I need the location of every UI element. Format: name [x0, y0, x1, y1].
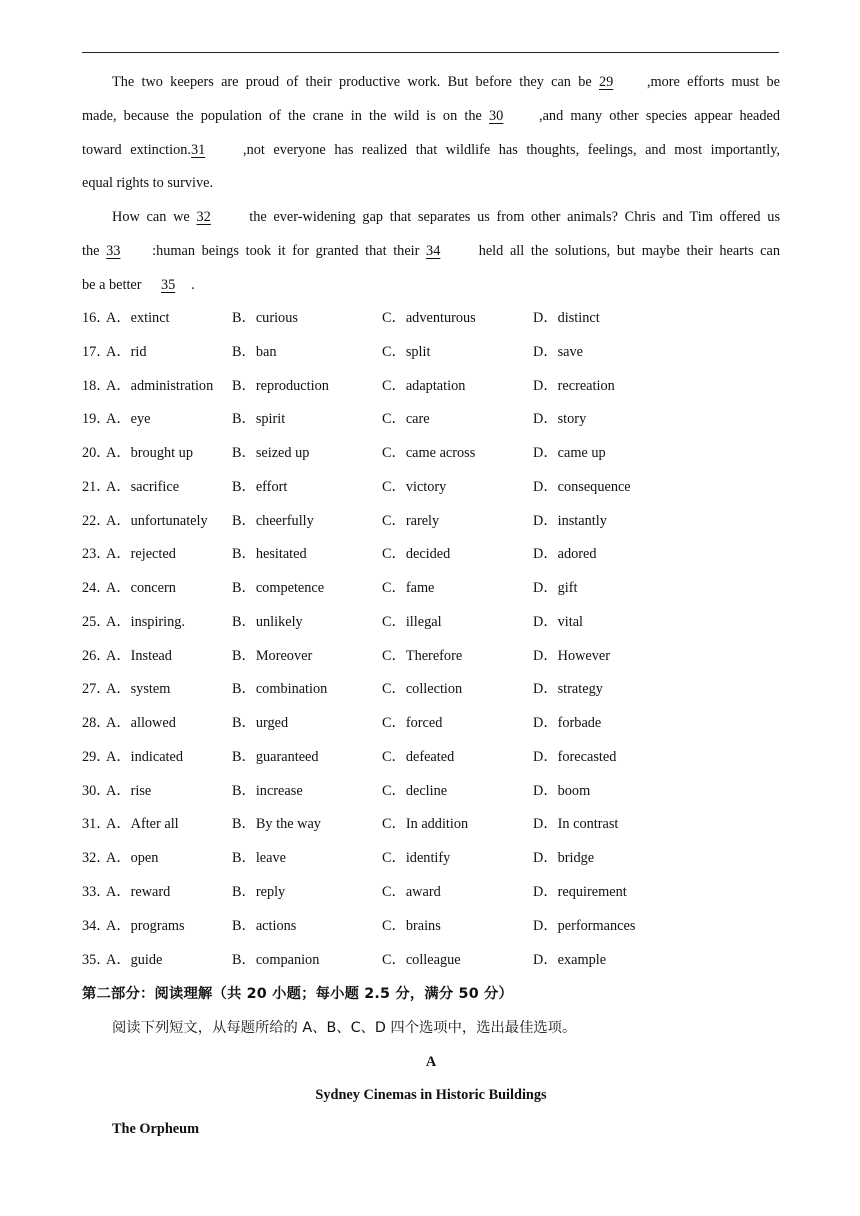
option-d: D．forecasted	[533, 748, 617, 765]
passage-line: made, because the population of the crane in the wild is on the 30 ,and many other species appear headed	[82, 100, 780, 134]
question-number: 22．	[82, 512, 111, 529]
passage-line: the 33 :human beings took it for granted that their 34 held all the solutions, but maybe their hearts can	[82, 235, 780, 269]
option-b: B．reproduction	[232, 377, 329, 394]
question-number: 24．	[82, 580, 111, 597]
option-d: D．adored	[533, 546, 597, 563]
option-d: D．performances	[533, 917, 636, 934]
option-d: D．requirement	[533, 884, 627, 901]
option-a: A．sacrifice	[106, 478, 180, 495]
question-number: 19．	[82, 411, 111, 428]
option-b: B．leave	[232, 850, 286, 867]
option-a: A．unfortunately	[106, 512, 208, 529]
option-a: A．inspiring.	[106, 613, 186, 630]
option-b: B．Moreover	[232, 647, 313, 664]
option-d: D．strategy	[533, 681, 603, 698]
option-a: A．guide	[106, 951, 163, 968]
question-number: 33．	[82, 884, 111, 901]
option-a: A．brought up	[106, 445, 193, 462]
option-b: B．competence	[232, 580, 325, 597]
option-d: D．consequence	[533, 478, 631, 495]
option-b: B．effort	[232, 478, 288, 495]
option-c: C．colleague	[382, 951, 461, 968]
option-d: D．save	[533, 343, 584, 360]
question-number: 28．	[82, 715, 111, 732]
option-d: D．came up	[533, 445, 606, 462]
question-number: 29．	[82, 748, 111, 765]
option-d: D．gift	[533, 580, 578, 597]
option-b: B．cheerfully	[232, 512, 314, 529]
option-a: A．reward	[106, 884, 171, 901]
option-d: D．In contrast	[533, 816, 619, 833]
option-c: C．fame	[382, 580, 435, 597]
option-d: D．story	[533, 411, 587, 428]
blank-29: 29	[598, 74, 614, 90]
option-a: A．Instead	[106, 647, 172, 664]
option-a: A．rejected	[106, 546, 176, 563]
question-number: 26．	[82, 647, 111, 664]
part-letter: A	[425, 1054, 437, 1070]
option-c: C．Therefore	[382, 647, 463, 664]
option-a: A．allowed	[106, 715, 176, 732]
blank-35: 35	[160, 276, 176, 293]
option-b: B．guaranteed	[232, 748, 319, 765]
option-b: B．ban	[232, 343, 277, 360]
option-c: C．decline	[382, 782, 448, 799]
option-c: C．collection	[382, 681, 463, 698]
option-a: A．administration	[106, 377, 214, 394]
option-a: A．rid	[106, 343, 147, 360]
question-number: 32．	[82, 850, 111, 867]
option-b: B．reply	[232, 884, 286, 901]
option-a: A．eye	[106, 411, 151, 428]
passage-paragraph-2	[82, 201, 780, 302]
question-number: 23．	[82, 546, 111, 563]
option-d: D．distinct	[533, 310, 600, 326]
question-number: 27．	[82, 681, 111, 698]
option-a: A．open	[106, 850, 159, 867]
blank-33: 33	[106, 242, 121, 259]
question-number: 17．	[82, 343, 111, 360]
question-number: 16．	[82, 310, 111, 326]
blank-30: 30	[489, 107, 504, 124]
question-number: 30．	[82, 782, 111, 799]
option-c: C．care	[382, 411, 430, 428]
option-a: A．system	[106, 681, 171, 698]
passage-line: The two keepers are proud of their productive work. But before they can be 29 ,more efforts must be	[82, 66, 780, 100]
option-a: A．After all	[106, 816, 179, 833]
option-a: A．rise	[106, 782, 152, 799]
option-c: C．identify	[382, 850, 451, 867]
passage-line: toward extinction.31 ,not everyone has realized that wildlife has thoughts, feelings, and most importantly,	[82, 134, 780, 168]
option-b: B．companion	[232, 951, 320, 968]
option-b: B．seized up	[232, 445, 310, 462]
option-d: D．vital	[533, 613, 584, 630]
passage-line: equal rights to survive.	[82, 175, 214, 192]
blank-32: 32	[196, 209, 211, 225]
question-number: 31．	[82, 816, 111, 833]
question-number: 25．	[82, 613, 111, 630]
option-c: C．adventurous	[382, 310, 476, 326]
option-c: C．split	[382, 343, 431, 360]
option-d: D．instantly	[533, 512, 607, 529]
question-number: 34．	[82, 917, 111, 934]
top-rule	[82, 52, 779, 53]
option-b: B．curious	[232, 310, 298, 326]
option-d: D．forbade	[533, 715, 602, 732]
passage-line: How can we 32 the ever-widening gap that separates us from other animals? Chris and Tim offered us	[82, 201, 780, 235]
passage-paragraph-1	[82, 66, 780, 201]
question-number: 21．	[82, 478, 111, 495]
option-d: D．boom	[533, 782, 591, 799]
option-c: C．victory	[382, 478, 447, 495]
option-a: A．extinct	[106, 310, 170, 326]
option-d: D．example	[533, 951, 607, 968]
option-a: A．indicated	[106, 748, 184, 765]
option-b: B．hesitated	[232, 546, 307, 563]
option-b: B．spirit	[232, 411, 286, 428]
article-title: Sydney Cinemas in Historic Buildings	[315, 1087, 547, 1103]
blank-34: 34	[426, 242, 441, 259]
option-c: C．illegal	[382, 613, 442, 630]
option-b: B．increase	[232, 782, 303, 799]
question-number: 20．	[82, 445, 111, 462]
section-heading: 第二部分：阅读理解（共 20 小题；每小题 2.5 分，满分 50 分）	[82, 986, 514, 1002]
option-c: C．In addition	[382, 816, 469, 833]
option-b: B．By the way	[232, 816, 321, 833]
option-c: C．adaptation	[382, 377, 466, 394]
option-c: C．defeated	[382, 748, 455, 765]
option-c: C．came across	[382, 445, 476, 462]
option-c: C．award	[382, 884, 441, 901]
option-b: B．unlikely	[232, 613, 303, 630]
option-d: D．recreation	[533, 377, 615, 394]
option-d: D．bridge	[533, 850, 595, 867]
section-instruction: 阅读下列短文，从每题所给的 A、B、C、D 四个选项中，选出最佳选项。	[112, 1020, 577, 1036]
option-c: C．forced	[382, 715, 443, 732]
option-c: C．brains	[382, 917, 441, 934]
option-b: B．urged	[232, 715, 289, 732]
blank-31: 31	[191, 141, 206, 158]
question-number: 35．	[82, 951, 111, 968]
option-c: C．rarely	[382, 512, 440, 529]
option-d: D．However	[533, 647, 611, 664]
option-a: A．concern	[106, 580, 176, 597]
question-number: 18．	[82, 377, 111, 394]
option-b: B．combination	[232, 681, 328, 698]
article-subheading: The Orpheum	[112, 1121, 199, 1137]
option-b: B．actions	[232, 917, 297, 934]
passage-line: be a better 35 .	[82, 269, 780, 303]
option-c: C．decided	[382, 546, 451, 563]
option-a: A．programs	[106, 917, 185, 934]
